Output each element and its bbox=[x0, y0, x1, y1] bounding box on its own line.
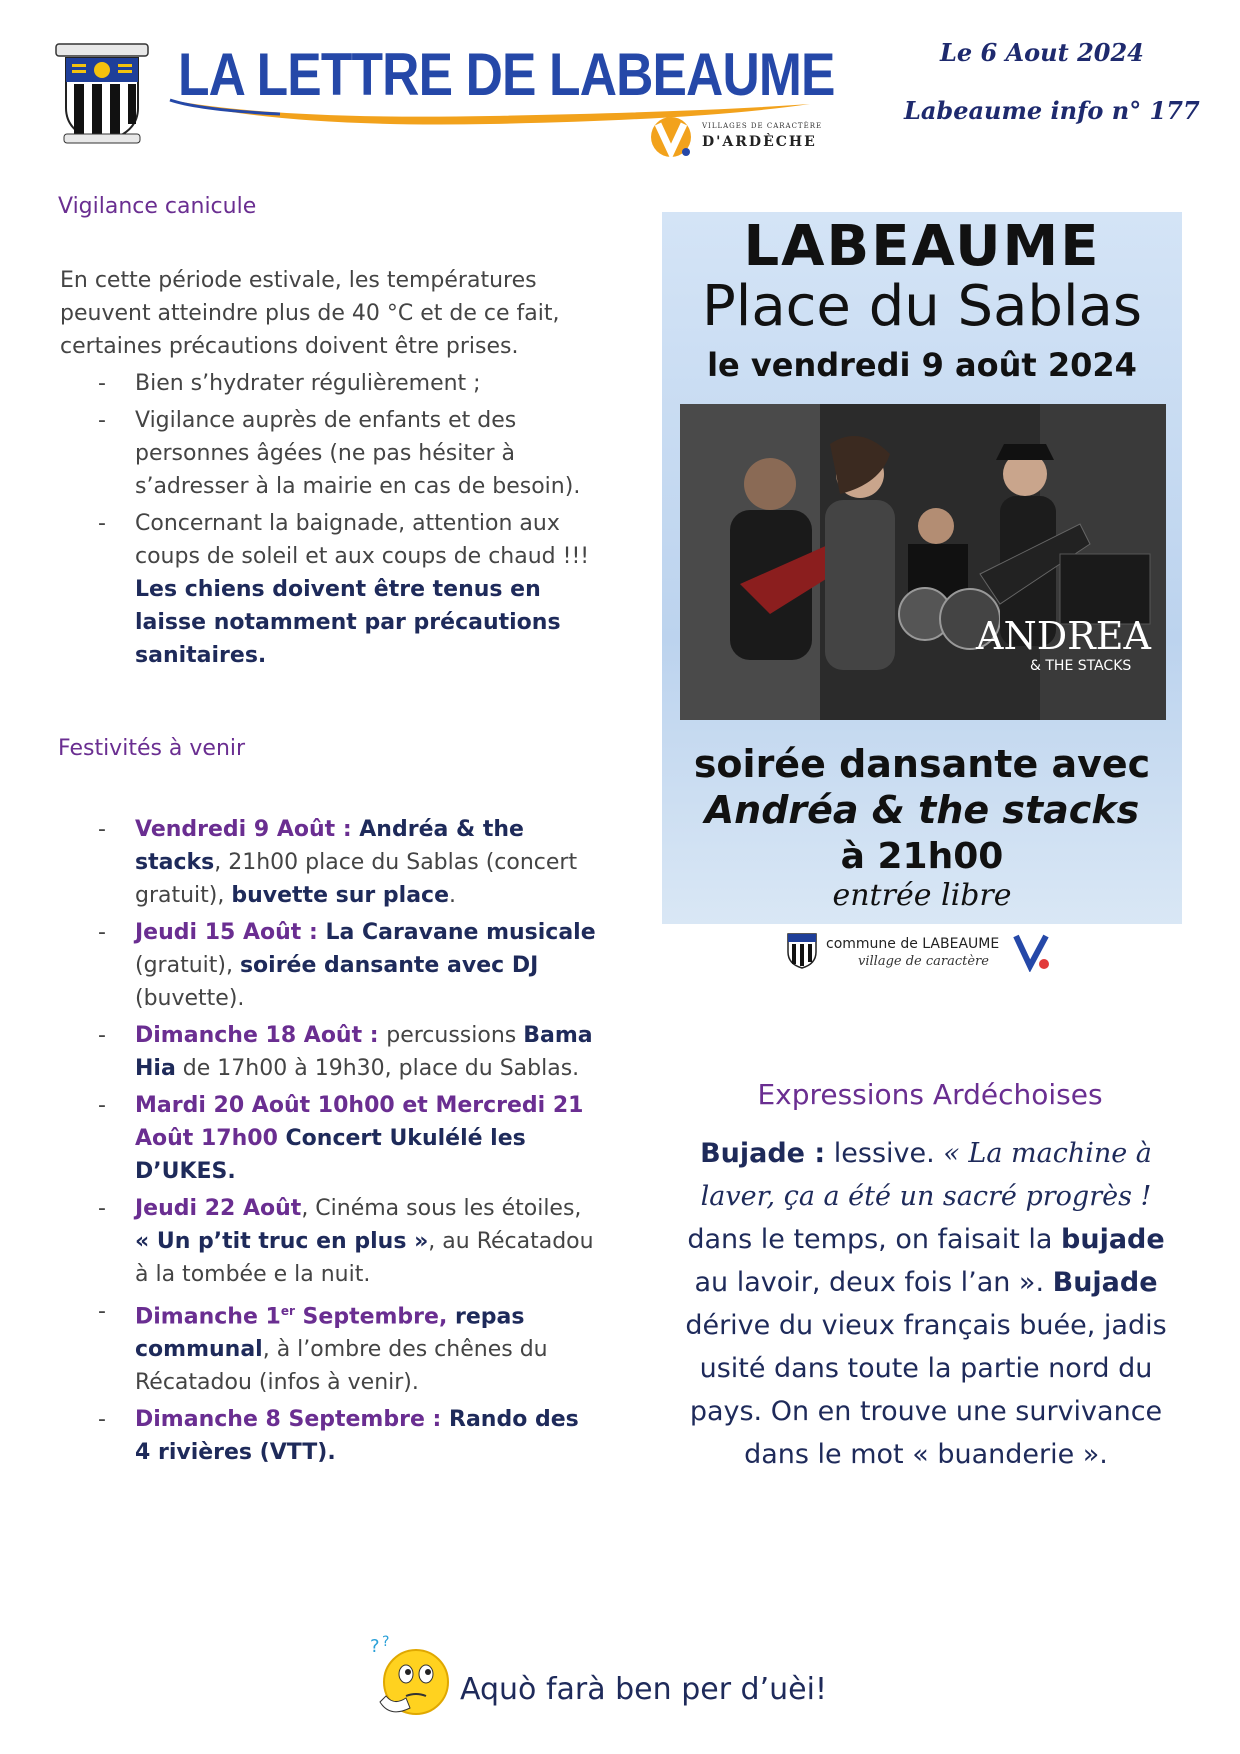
band-logo-name: ANDREA bbox=[976, 614, 1151, 658]
event-item: - Dimanche 8 Septembre : Rando des 4 rivières (VTT). bbox=[60, 1403, 600, 1469]
footer-expression: Aquò farà ben per d’uèi! bbox=[460, 1672, 827, 1707]
event-item: - Jeudi 22 Août, Cinéma sous les étoiles, « Un p’tit truc en plus », au Récatadou à la tombée e la nuit. bbox=[60, 1192, 600, 1291]
event-item: - Dimanche 18 Août : percussions Bama Hia de 17h00 à 19h30, place du Sablas. bbox=[60, 1019, 600, 1085]
event-item: - Mardi 20 Août 10h00 et Mercredi 21 Août 17h00 Concert Ukulélé les D’UKES. bbox=[60, 1089, 600, 1188]
issue-number: Labeaume info n° 177 bbox=[904, 96, 1200, 125]
list-item: - Concernant la baignade, attention aux coups de soleil et aux coups de chaud !!! Les chiens doivent être tenus en laisse notamment par précautions sanitaires. bbox=[60, 507, 600, 672]
canicule-list bbox=[60, 367, 600, 676]
event-item: - Dimanche 1er Septembre, repas communal, à l’ombre des chênes du Récatadou (infos à venir). bbox=[60, 1295, 600, 1399]
poster-village: LABEAUME bbox=[743, 214, 1101, 279]
svg-text:?: ? bbox=[382, 1634, 390, 1650]
canicule-intro: En cette période estivale, les températures peuvent atteindre plus de 40 °C et de ce fait, certaines précautions doivent être prises. bbox=[60, 268, 560, 359]
poster-place: Place du Sablas bbox=[702, 274, 1142, 339]
village-caractere-label: village de caractère bbox=[858, 954, 989, 969]
list-item: - Bien s’hydrater régulièrement ; bbox=[60, 367, 600, 400]
poster-line-time: à 21h00 bbox=[840, 836, 1004, 877]
newsletter-title: LA LETTRE DE LABEAUME bbox=[178, 41, 835, 108]
heading-festivites: Festivités à venir bbox=[58, 736, 246, 761]
village-label-big: D'ARDÈCHE bbox=[702, 134, 817, 150]
poster-line-soiree: soirée dansante avec bbox=[693, 742, 1151, 786]
band-logo-sub: & THE STACKS bbox=[1030, 658, 1132, 674]
event-item: - Vendredi 9 Août : Andréa & the stacks, 21h00 place du Sablas (concert gratuit), buvette sur place. bbox=[60, 813, 600, 912]
villages-de-caractere-logo bbox=[648, 116, 694, 158]
expressions-title: Expressions Ardéchoises bbox=[757, 1078, 1103, 1111]
commune-crest-icon bbox=[786, 930, 818, 970]
poster-line-entry: entrée libre bbox=[832, 878, 1012, 913]
concert-poster bbox=[662, 212, 1182, 924]
commune-label: commune de LABEAUME bbox=[826, 936, 1000, 952]
poster-date: le vendredi 9 août 2024 bbox=[707, 346, 1137, 384]
issue-date: Le 6 Aout 2024 bbox=[940, 38, 1144, 67]
festivites-list bbox=[60, 813, 600, 1473]
heading-canicule: Vigilance canicule bbox=[58, 194, 257, 219]
event-item: - Jeudi 15 Août : La Caravane musicale (gratuit), soirée dansante avec DJ (buvette). bbox=[60, 916, 600, 1015]
village-label-small: VILLAGES DE CARACTÈRE bbox=[702, 122, 823, 130]
expressions-body: Bujade : lessive. « La machine à laver, ça a été un sacré progrès ! dans le temps, on faisait la bujade au lavoir, deux fois l’an ». Bujade dérive du vieux français buée, jadis usité dans toute la partie nord du pays. On en trouve une survivance dans le mot « buanderie ». bbox=[685, 1138, 1167, 1470]
svg-text:?: ? bbox=[370, 1636, 380, 1657]
v-logo-icon bbox=[1012, 932, 1052, 972]
poster-line-band: Andréa & the stacks bbox=[704, 788, 1140, 832]
labeaume-crest-logo bbox=[54, 38, 150, 146]
band-photo bbox=[680, 404, 1166, 720]
thinking-smiley-icon bbox=[370, 1632, 456, 1724]
list-item: - Vigilance auprès de enfants et des personnes âgées (ne pas hésiter à s’adresser à la mairie en cas de besoin). bbox=[60, 404, 600, 503]
